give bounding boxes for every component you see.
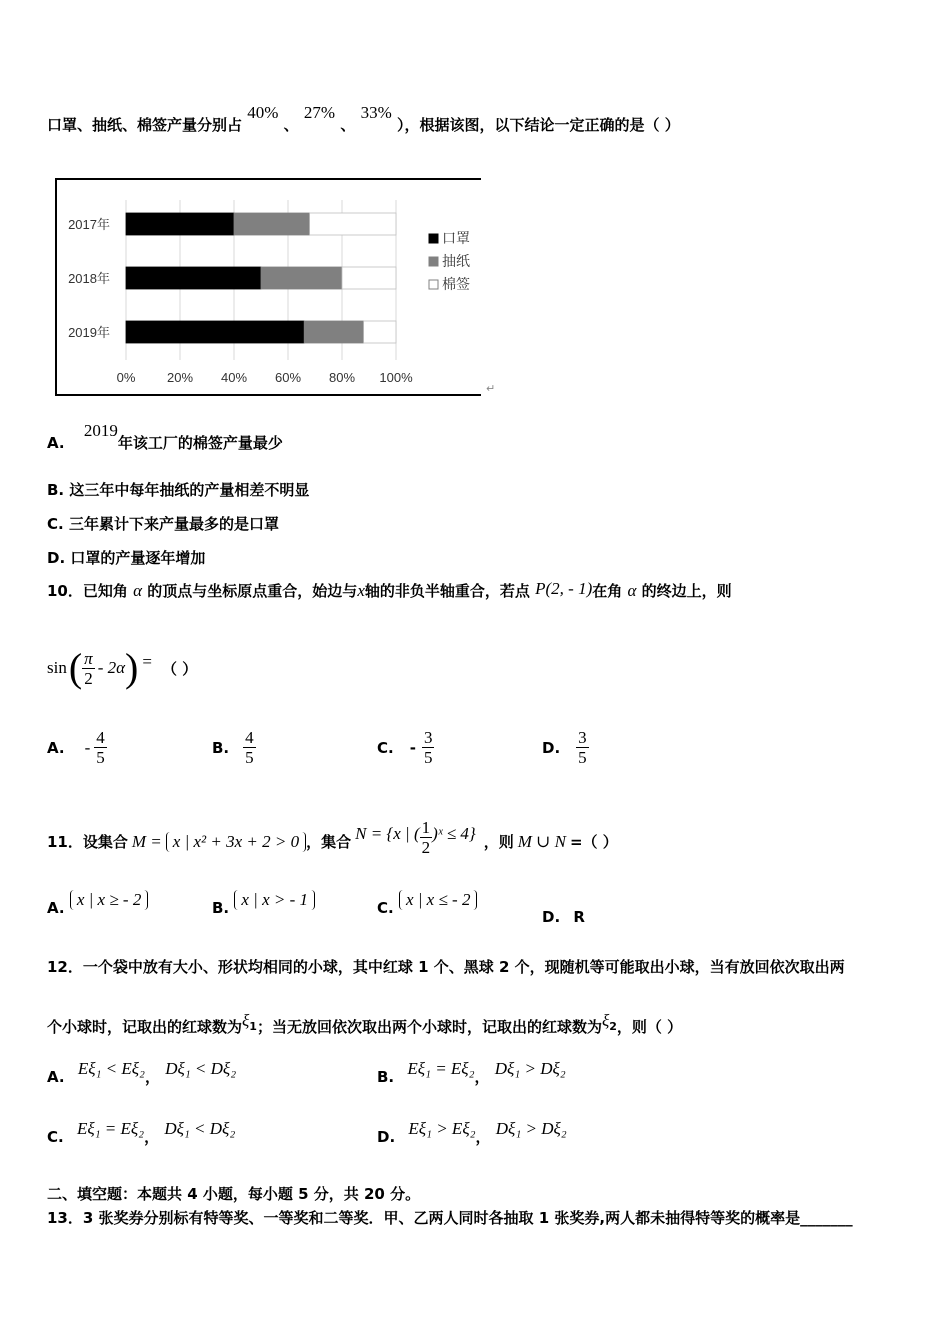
q11-text: ，集合 [306, 833, 352, 851]
right-paren: ) [125, 645, 139, 690]
stacked-bar-chart [0, 0, 950, 420]
q10-text: 已知角 [82, 582, 128, 600]
equals-sign: = [142, 652, 152, 671]
q11-text: ，则 [483, 833, 514, 851]
q9-tail: ），根据该图，以下结论一定正确的是（ ） [396, 116, 680, 134]
left-paren: ( [68, 645, 83, 690]
set-n-label: N = {x | ( [355, 823, 420, 843]
option-text: 三年累计下来产量最多的是口罩 [68, 515, 279, 533]
option-variance: Dξ₁ > Dξ₂ [494, 1059, 566, 1078]
set-m: x | x² + 3x + 2 > 0 [166, 832, 306, 852]
option-expectation: Eξ₁ < Eξ₂ [77, 1059, 145, 1078]
set-m-label: M = [131, 831, 162, 851]
fraction-numerator: 4 [245, 728, 254, 747]
xi-symbol: ξ [601, 1011, 610, 1030]
x-tick-label: 100% [379, 370, 413, 385]
q10-stem [47, 580, 732, 601]
q10-number: 10． [47, 582, 83, 600]
q11-option-c [377, 890, 477, 918]
pi-over-2 [82, 649, 95, 688]
fraction-denominator: 2 [421, 838, 431, 857]
option-set: x | x ≤ - 2 [399, 890, 478, 910]
return-mark: ↵ [486, 382, 496, 395]
q9-intro: 口罩、抽纸、棉签产量分别占 [47, 116, 243, 134]
q10-text: 在角 [592, 582, 623, 600]
q12-line2 [47, 1011, 683, 1037]
bar-segment [126, 321, 304, 343]
option-expectation: Eξ₁ = Eξ₂ [76, 1119, 145, 1138]
sin-label: sin [47, 658, 67, 677]
xi-subscript: 2 [609, 1020, 617, 1033]
x-tick-label: 40% [220, 370, 248, 385]
option-set: x | x > - 1 [234, 890, 315, 910]
bar-segment [364, 321, 396, 343]
option-fraction [422, 728, 435, 767]
q11-option-b [212, 890, 315, 918]
fraction-numerator: π [84, 648, 93, 668]
option-sign: - [84, 737, 91, 757]
option-label: A. [47, 1068, 65, 1086]
x-tick-label: 60% [274, 370, 302, 385]
q9-percent-swab: 33% [360, 103, 392, 122]
x-symbol: x [357, 581, 365, 600]
q10-option-b [212, 728, 256, 767]
comma: ， [474, 1068, 490, 1086]
y-category-label: 2018年 [68, 271, 110, 286]
option-label: B. [47, 481, 65, 499]
bar-segment [234, 213, 310, 235]
q12-text: ，则（ ） [616, 1018, 683, 1036]
q9-sep: 、 [340, 116, 356, 134]
option-label: C. [47, 1128, 64, 1146]
fraction-denominator: 5 [423, 748, 433, 767]
option-label: A. [47, 899, 65, 917]
q10-expression [47, 645, 198, 690]
alpha-symbol: α [627, 581, 637, 600]
q11-option-a [47, 890, 148, 918]
legend-label: 棉签 [442, 277, 470, 293]
q10-text: 轴的非负半轴重合，若点 [364, 582, 530, 600]
q9-option-d [47, 547, 205, 568]
legend-swatch [429, 280, 438, 289]
minus-two-alpha: - 2α [97, 658, 126, 677]
option-label: C. [377, 738, 394, 757]
option-label: B. [377, 1068, 395, 1086]
q12-text: 个小球时，记取出的红球数为 [47, 1018, 243, 1036]
xi-symbol: ξ [242, 1011, 250, 1030]
q9-option-a [47, 421, 283, 453]
one-half [420, 818, 433, 857]
fraction-numerator: 3 [578, 728, 587, 747]
set-n-tail: )ˣ ≤ 4} [432, 823, 476, 843]
x-tick-label: 80% [328, 370, 356, 385]
option-text: 这三年中每年抽纸的产量相差不明显 [69, 481, 310, 499]
q9-percent-tissue: 27% [303, 103, 336, 122]
fraction-denominator: 5 [245, 748, 254, 767]
option-year: 2019 [83, 421, 118, 440]
xi-subscript: 1 [249, 1020, 257, 1033]
comma: ， [475, 1128, 491, 1146]
bar-segment [126, 213, 234, 235]
q13-stem: 13．3 张奖券分别标有特等奖、一等奖和二等奖．甲、乙两人同时各抽取 1 张奖券,两人都未抽得特等奖的概率是_______ [47, 1209, 853, 1227]
legend-swatch [429, 234, 438, 243]
legend-label: 口罩 [442, 231, 470, 247]
bar-segment [126, 267, 261, 289]
q10-option-d [542, 728, 589, 767]
q9-percent-mask: 40% [247, 103, 279, 122]
q10-text: 的终边上，则 [641, 582, 732, 600]
option-set: R [573, 908, 585, 926]
option-variance: Dξ₁ > Dξ₂ [495, 1119, 567, 1138]
q12-option-c [47, 1119, 236, 1147]
legend-swatch [429, 257, 438, 266]
q9-sep: 、 [283, 116, 299, 134]
bar-segment [304, 321, 363, 343]
option-expectation: Eξ₁ > Eξ₂ [408, 1119, 476, 1138]
bar-segment [342, 267, 396, 289]
q11-text: 设集合 [82, 833, 128, 851]
bar-segment [310, 213, 396, 235]
q11-option-d [542, 908, 585, 926]
q9-option-b [47, 479, 309, 500]
option-fraction [94, 728, 107, 767]
q12-line1: 12．一个袋中放有大小、形状均相同的小球，其中红球 1 个、黑球 2 个，现随机等可能取出小球，当有放回依次取出两 [47, 958, 845, 976]
q12-option-b [377, 1059, 566, 1087]
option-label: B. [212, 738, 230, 757]
option-label: C. [47, 515, 64, 533]
option-text: 口罩的产量逐年增加 [70, 549, 206, 567]
option-label: D. [47, 549, 66, 567]
option-sign: - [409, 738, 416, 757]
fraction-denominator: 5 [578, 748, 587, 767]
union-expression: M ∪ N [517, 831, 566, 851]
q11-number: 11． [47, 833, 83, 851]
fraction-denominator: 2 [84, 668, 93, 688]
fraction-denominator: 5 [96, 748, 105, 767]
y-category-label: 2019年 [68, 325, 110, 340]
option-text: 年该工厂的棉签产量最少 [117, 434, 283, 452]
answer-paren: =（ ） [569, 833, 618, 851]
alpha-symbol: α [133, 581, 143, 600]
y-category-label: 2017年 [68, 217, 110, 232]
legend-label: 抽纸 [442, 254, 470, 270]
q12-text: ；当无放回依次取出两个小球时，记取出的红球数为 [256, 1018, 602, 1036]
fraction-numerator: 3 [423, 728, 433, 747]
q9-option-c [47, 513, 279, 534]
option-expectation: Eξ₁ = Eξ₂ [407, 1059, 475, 1078]
option-fraction [243, 728, 256, 767]
fraction-numerator: 4 [96, 728, 105, 747]
option-label: C. [377, 899, 394, 917]
q10-option-c [377, 728, 434, 767]
option-variance: Dξ₁ < Dξ₂ [164, 1119, 236, 1138]
x-tick-label: 0% [116, 370, 136, 385]
option-set: x | x ≥ - 2 [70, 890, 149, 910]
q11-stem [47, 818, 618, 861]
option-label: A. [47, 434, 65, 452]
section-2-heading: 二、填空题：本题共 4 小题，每小题 5 分，共 20 分。 [47, 1185, 421, 1203]
option-label: A. [47, 738, 65, 757]
option-variance: Dξ₁ < Dξ₂ [165, 1059, 237, 1078]
answer-paren: （ ） [161, 659, 198, 678]
q10-option-a [47, 728, 107, 767]
option-label: B. [212, 899, 230, 917]
option-label: D. [377, 1128, 396, 1146]
comma: ， [144, 1068, 160, 1086]
q10-text: 的顶点与坐标原点重合，始边与 [147, 582, 358, 600]
point-p: P(2, - 1) [535, 579, 593, 598]
q12-option-a [47, 1059, 237, 1087]
q12-option-d [377, 1119, 567, 1147]
option-label: D. [542, 908, 561, 926]
comma: ， [144, 1128, 160, 1146]
option-label: D. [542, 738, 561, 757]
bar-segment [261, 267, 342, 289]
option-fraction [576, 728, 589, 767]
x-tick-label: 20% [166, 370, 194, 385]
fraction-numerator: 1 [421, 818, 431, 837]
